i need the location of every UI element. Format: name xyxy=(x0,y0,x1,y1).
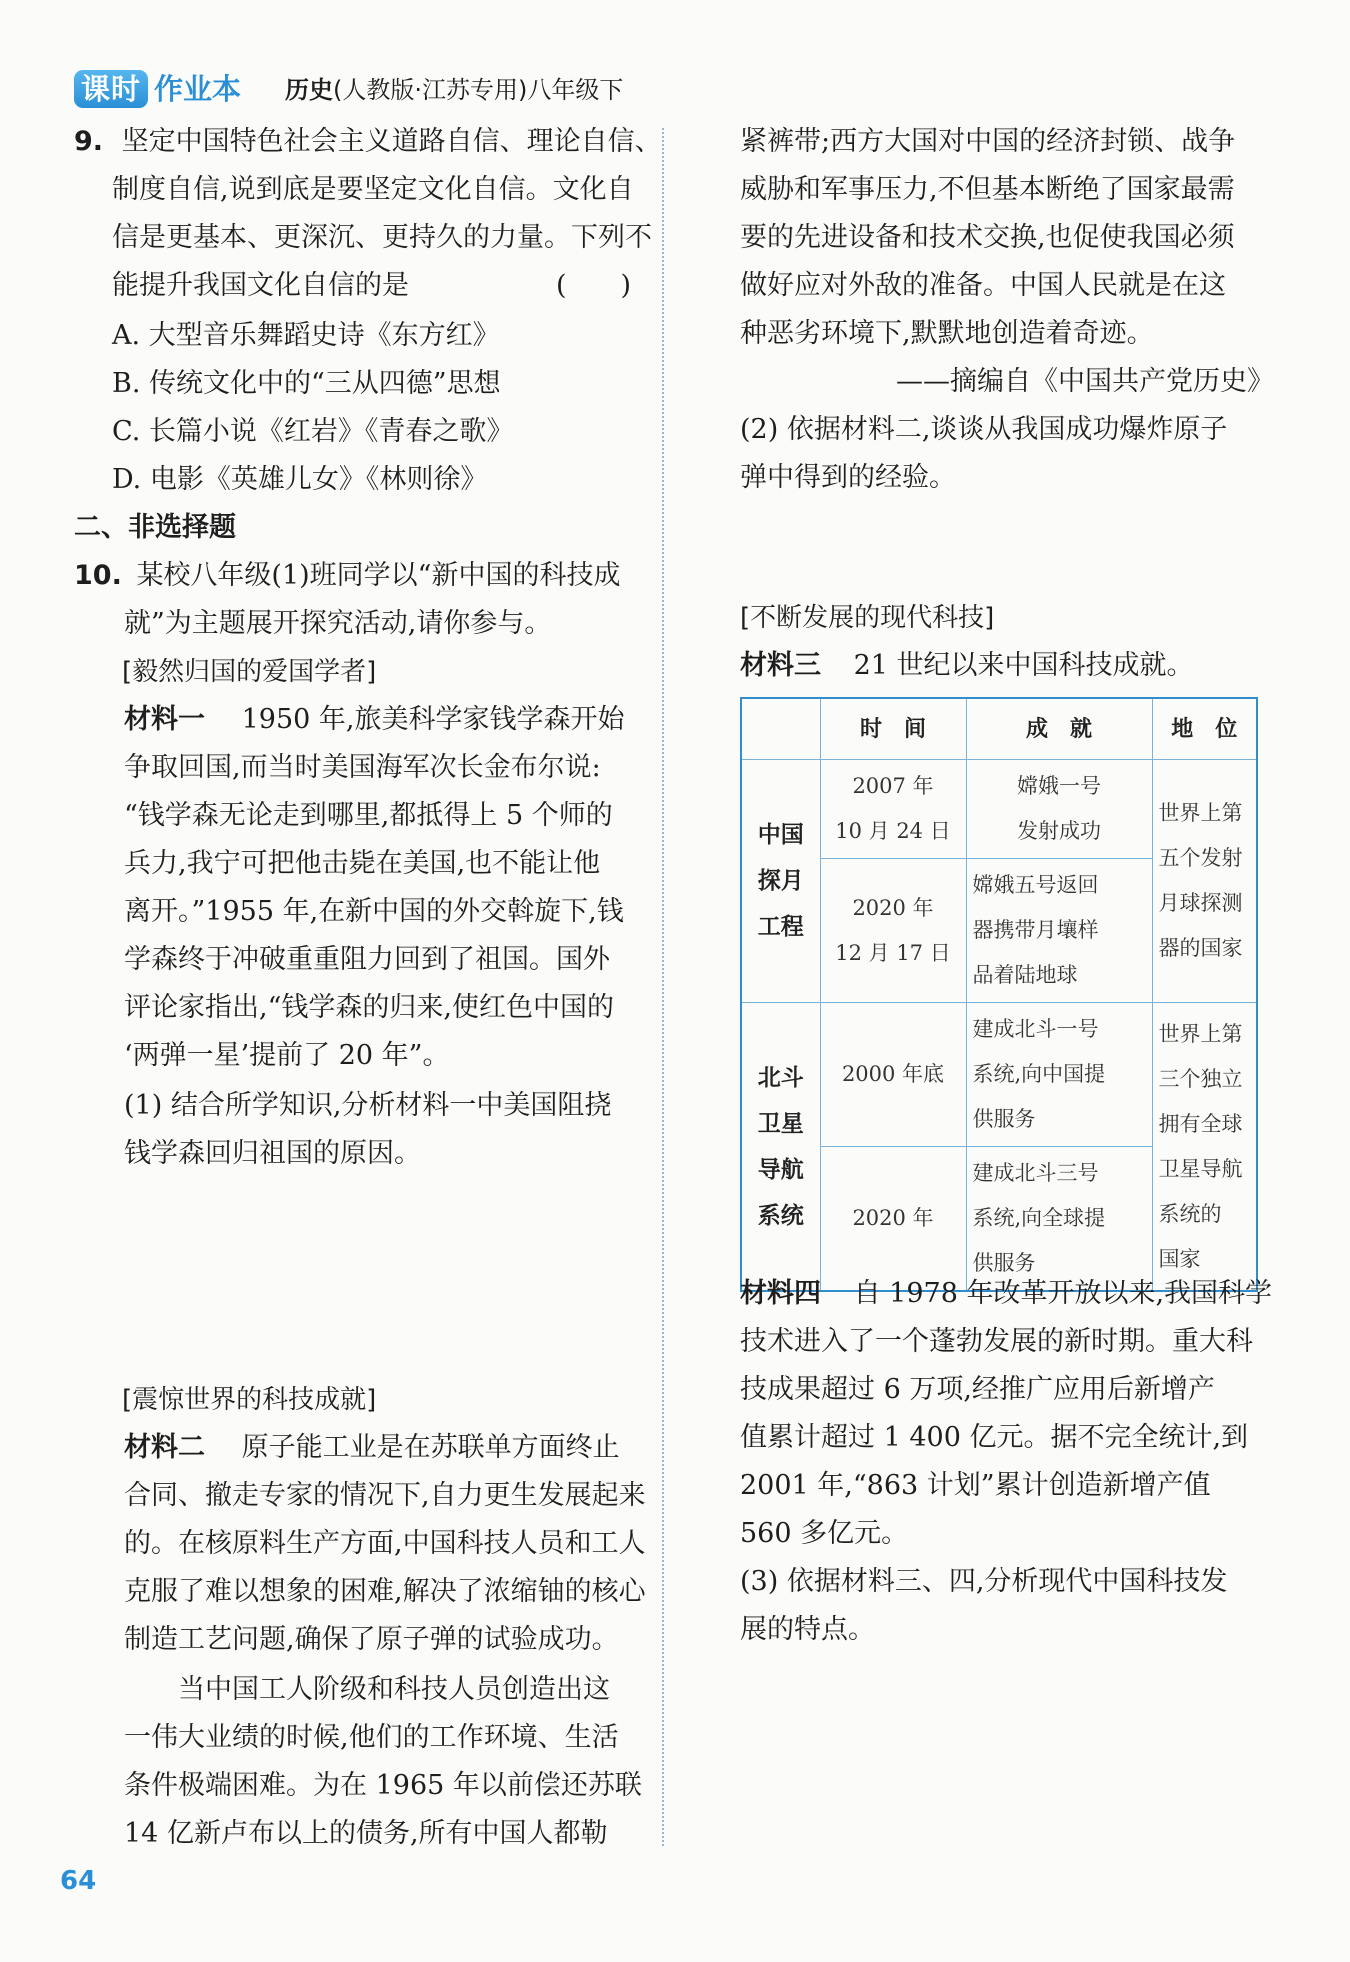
theme-heading-2: [震惊世界的科技成就] xyxy=(122,1385,377,1415)
material2-source: ——摘编自《中国共产党历史》 xyxy=(896,366,1274,397)
project-lunar-exploration: 中国 探月 工程 xyxy=(741,760,820,1003)
q9-line-3: 信是更基本、更深沉、更持久的力量。下列不 xyxy=(112,222,652,253)
material1-line-8: ‘两弹一星’提前了 20 年”。 xyxy=(124,1040,450,1071)
table-header-blank xyxy=(741,698,820,760)
subject-name: 历史 xyxy=(285,76,333,104)
table-header-status: 地 位 xyxy=(1152,698,1257,760)
material1-label: 材料一 xyxy=(124,704,205,735)
material2-line-4: 克服了难以想象的困难,解决了浓缩铀的核心 xyxy=(124,1576,646,1607)
material2-line-7: 一伟大业绩的时候,他们的工作环境、生活 xyxy=(124,1722,619,1753)
material4-line-3: 技成果超过 6 万项,经推广应用后新增产 xyxy=(740,1374,1215,1405)
material2-line-2: 合同、撤走专家的情况下,自力更生发展起来 xyxy=(124,1480,646,1511)
question2-line-1: (2) 依据材料二,谈谈从我国成功爆炸原子 xyxy=(740,414,1228,445)
q9-line-4: 能提升我国文化自信的是 xyxy=(112,270,409,301)
q10-number: 10. xyxy=(74,560,122,591)
column-divider xyxy=(662,128,664,1846)
material1-line-4: 兵力,我宁可把他击毙在美国,也不能让他 xyxy=(124,848,601,879)
material2-line-5: 制造工艺问题,确保了原子弹的试验成功。 xyxy=(124,1624,619,1655)
page-number: 64 xyxy=(60,1866,97,1896)
q9-line-2: 制度自信,说到底是要坚定文化自信。文化自 xyxy=(112,174,634,205)
q10-line-2: 就”为主题展开探究活动,请你参与。 xyxy=(124,608,552,639)
material2-line-8: 条件极端困难。为在 1965 年以前偿还苏联 xyxy=(124,1770,642,1801)
table-row xyxy=(741,1003,1257,1147)
option-d[interactable]: D. 电影《英雄儿女》《林则徐》 xyxy=(112,464,488,495)
option-a[interactable]: A. 大型音乐舞蹈史诗《东方红》 xyxy=(112,320,500,351)
logo-text: 作业本 xyxy=(154,72,242,106)
material4-line-5: 2001 年,“863 计划”累计创造新增产值 xyxy=(740,1470,1211,1501)
material2-line-6: 当中国工人阶级和科技人员创造出这 xyxy=(178,1674,610,1705)
option-c[interactable]: C. 长篇小说《红岩》《青春之歌》 xyxy=(112,416,514,447)
material2-right-line-2: 威胁和军事压力,不但基本断绝了国家最需 xyxy=(740,174,1235,205)
section-title: 二、非选择题 xyxy=(74,512,236,543)
logo-badge: 课时 xyxy=(74,70,148,108)
question3-line-2: 展的特点。 xyxy=(740,1614,875,1645)
material3-label: 材料三 xyxy=(740,650,821,681)
material2-right-line-1: 紧裤带;西方大国对中国的经济封锁、战争 xyxy=(740,126,1236,157)
table-header-time: 时 间 xyxy=(820,698,966,760)
material2-right-line-5: 种恶劣环境下,默默地创造着奇迹。 xyxy=(740,318,1154,349)
achievements-table xyxy=(740,697,1258,1292)
material2-right-line-3: 要的先进设备和技术交换,也促使我国必须 xyxy=(740,222,1235,253)
material4-line-1: 材料四 自 1978 年改革开放以来,我国科学 xyxy=(740,1278,1273,1309)
material2-line-1: 材料二 原子能工业是在苏联单方面终止 xyxy=(124,1432,620,1463)
status-cell: 世界上第 五个发射 月球探测 器的国家 xyxy=(1152,760,1257,1003)
material1-line-7: 评论家指出,“钱学森的归来,使红色中国的 xyxy=(124,992,614,1023)
time-cell: 2007 年 10 月 24 日 xyxy=(820,760,966,859)
q10-line-1: 10. 某校八年级(1)班同学以“新中国的科技成 xyxy=(74,560,621,591)
achievement-cell: 建成北斗三号 系统,向全球提 供服务 xyxy=(966,1147,1152,1292)
question3-line-1: (3) 依据材料三、四,分析现代中国科技发 xyxy=(740,1566,1228,1597)
answer-paren: ( ) xyxy=(556,270,632,301)
material2-label: 材料二 xyxy=(124,1432,205,1463)
question1-line-1: (1) 结合所学知识,分析材料一中美国阻挠 xyxy=(124,1090,612,1121)
project-beidou: 北斗 卫星 导航 系统 xyxy=(741,1003,820,1292)
material1-line-2: 争取回国,而当时美国海军次长金布尔说: xyxy=(124,752,601,783)
achievement-cell: 嫦娥五号返回 器携带月壤样 品着陆地球 xyxy=(966,859,1152,1003)
material4-line-4: 值累计超过 1 400 亿元。据不完全统计,到 xyxy=(740,1422,1249,1453)
time-cell: 2020 年 12 月 17 日 xyxy=(820,859,966,1003)
status-cell: 世界上第 三个独立 拥有全球 卫星导航 系统的 国家 xyxy=(1152,1003,1257,1292)
edition-info: (人教版·江苏专用)八年级下 xyxy=(333,76,624,104)
achievement-cell: 建成北斗一号 系统,向中国提 供服务 xyxy=(966,1003,1152,1147)
material2-line-3: 的。在核原料生产方面,中国科技人员和工人 xyxy=(124,1528,646,1559)
material4-line-6: 560 多亿元。 xyxy=(740,1518,909,1549)
material4-line-2: 技术进入了一个蓬勃发展的新时期。重大科 xyxy=(740,1326,1253,1357)
q9-line-1: 9. 坚定中国特色社会主义道路自信、理论自信、 xyxy=(74,126,662,157)
material1-line-3: “钱学森无论走到哪里,都抵得上 5 个师的 xyxy=(124,800,613,831)
material3-line: 材料三 21 世纪以来中国科技成就。 xyxy=(740,650,1194,681)
material1-line-6: 学森终于冲破重重阻力回到了祖国。国外 xyxy=(124,944,610,975)
header-logo xyxy=(74,70,241,108)
q9-number: 9. xyxy=(74,126,104,157)
table-row xyxy=(741,760,1257,859)
time-cell: 2000 年底 xyxy=(820,1003,966,1147)
material2-line-9: 14 亿新卢布以上的债务,所有中国人都勒 xyxy=(124,1818,608,1849)
option-b[interactable]: B. 传统文化中的“三从四德”思想 xyxy=(112,368,501,399)
table-header-row xyxy=(741,698,1257,760)
material2-right-line-4: 做好应对外敌的准备。中国人民就是在这 xyxy=(740,270,1226,301)
material1-line-5: 离开。”1955 年,在新中国的外交斡旋下,钱 xyxy=(124,896,624,927)
header-subject xyxy=(285,74,623,106)
theme-heading-1: [毅然归国的爱国学者] xyxy=(122,657,377,687)
material1-line-1: 材料一 1950 年,旅美科学家钱学森开始 xyxy=(124,704,625,735)
question2-line-2: 弹中得到的经验。 xyxy=(740,462,956,493)
theme-heading-3: [不断发展的现代科技] xyxy=(740,603,995,633)
time-cell: 2020 年 xyxy=(820,1147,966,1292)
achievement-cell: 嫦娥一号 发射成功 xyxy=(966,760,1152,859)
table-header-achievement: 成 就 xyxy=(966,698,1152,760)
question1-line-2: 钱学森回归祖国的原因。 xyxy=(124,1138,421,1169)
material4-label: 材料四 xyxy=(740,1278,821,1309)
